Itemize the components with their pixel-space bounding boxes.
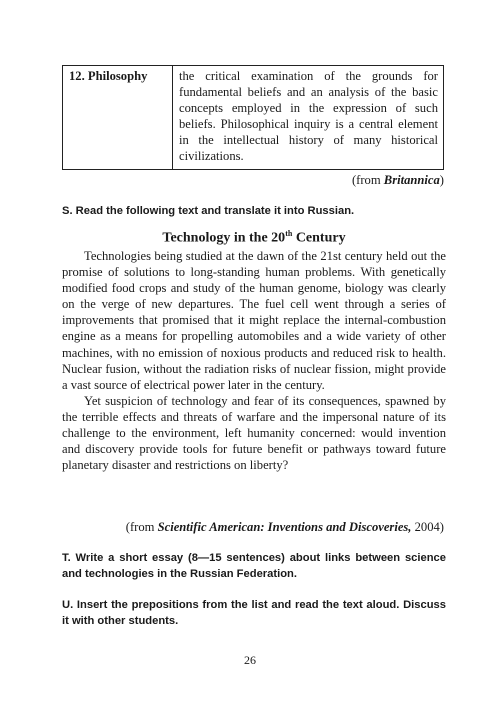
- source-name: Britannica: [383, 173, 440, 187]
- definition-table: [62, 65, 444, 170]
- paragraph-1: Technologies being studied at the dawn of the 21st century held out the promise of solutions to long-standing human problems. With genetically modified food crops and study of the human genome, biology was clearly on the verge of new departures. The fuel cell went through a series of improvements that promised that it might replace the internal-combustion engine as a means for propelling automobiles and a wide variety of other machines, with no emission of noxious products and reduced risk to health. Nuclear fusion, without the radiation risks of nuclear fission, might provide a vast source of electrical power later in the century.: [62, 249, 446, 392]
- task-s-heading: S. Read the following text and translate it into Russian.: [62, 205, 355, 217]
- source-name: Scientific American: Inventions and Discoveries,: [157, 520, 412, 534]
- paragraph-2: Yet suspicion of technology and fear of its consequences, spawned by the terrible effects and threats of warfare and the impersonal nature of its challenge to the environment, left humanity concerned: would invention and discovery provide tools for future benefit or pathways toward future planetary disaster and restrictions on liberty?: [62, 393, 446, 473]
- table-row: [63, 66, 444, 170]
- task-t-heading: T. Write a short essay (8—15 sentences) about links between science and technologies in the Russian Federation.: [62, 552, 446, 580]
- definition-cell: the critical examination of the grounds for fundamental beliefs and an analysis of the basic concepts employed in the expression of such beliefs. Philosophical inquiry is a central element in the intellectual history of many historical civilizations.: [173, 66, 444, 170]
- source-citation-britannica: (from Britannica): [351, 173, 444, 187]
- source-citation-sciam: (from Scientific American: Inventions and Discoveries, 2004): [125, 520, 444, 534]
- page-number: 26: [244, 653, 256, 667]
- article-title: Technology in the 20th Century: [162, 229, 346, 246]
- task-u-heading: U. Insert the prepositions from the list and read the text aloud. Discuss it with other students.: [62, 599, 446, 627]
- article-body: [62, 248, 446, 473]
- term-cell: 12. Philosophy: [63, 66, 173, 170]
